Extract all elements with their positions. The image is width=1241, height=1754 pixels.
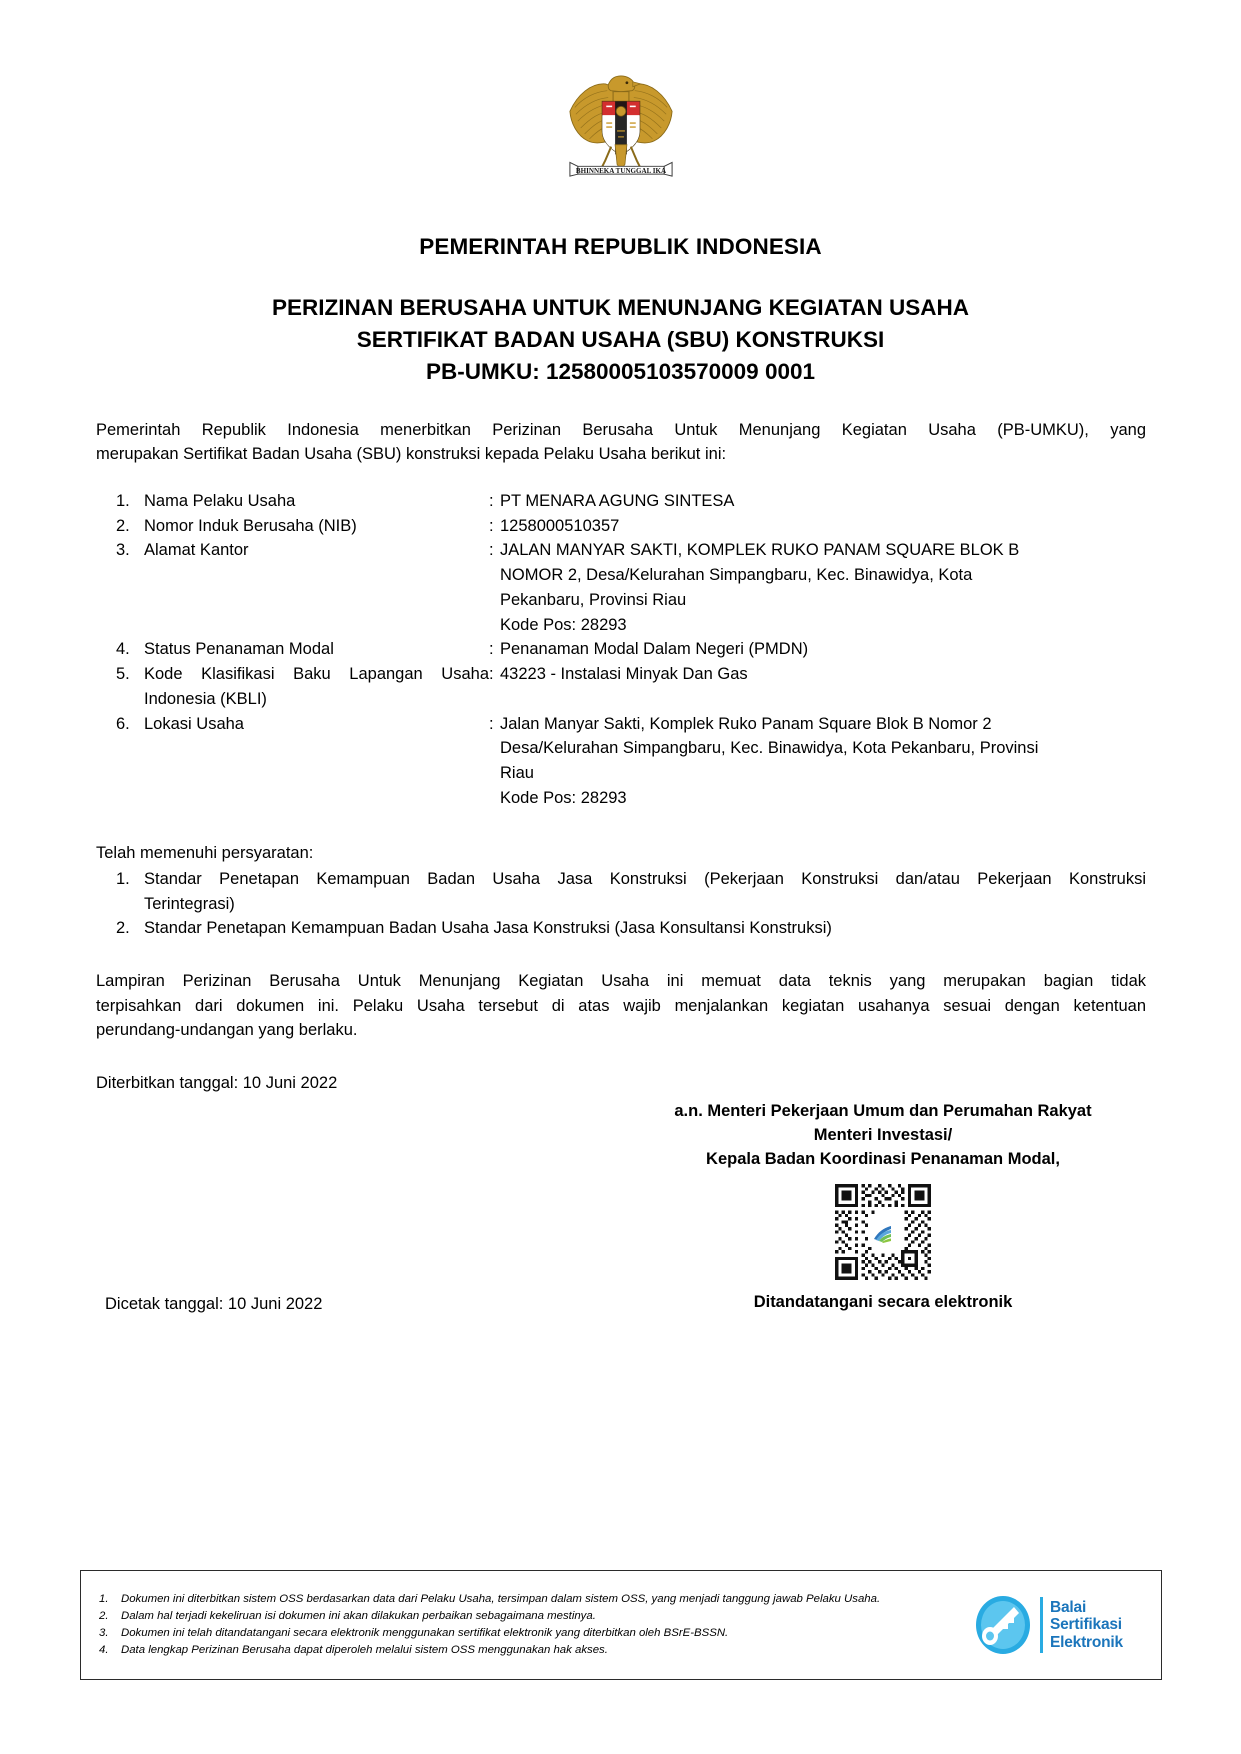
detail-row-alamat-kantor xyxy=(116,538,1146,637)
detail-row-kbli xyxy=(116,662,1146,712)
requirement-line-1: Standar Penetapan Kemampuan Badan Usaha Jasa Konstruksi (Pekerjaan Konstruksi dan/atau Pekerjaan Konstruksi xyxy=(144,869,1146,888)
electronic-signature-note: Ditandatangani secara elektronik xyxy=(753,1292,1013,1311)
detail-label-line-2: Indonesia (KBLI) xyxy=(144,689,267,708)
detail-label: Nama Pelaku Usaha xyxy=(144,491,296,510)
logo-divider xyxy=(1040,1597,1043,1653)
detail-value-line: PT MENARA AGUNG SINTESA xyxy=(500,491,735,510)
footer-note xyxy=(95,1591,959,1608)
detail-number: 5. xyxy=(116,665,130,684)
requirement-number: 1. xyxy=(116,869,130,888)
requirement-text xyxy=(144,867,1146,917)
pb-umku-number: PB-UMKU: 12580005103570009 0001 xyxy=(425,359,815,385)
detail-value-line: 43223 - Instalasi Minyak Dan Gas xyxy=(500,665,748,684)
footer-note xyxy=(95,1608,959,1625)
wave-logo-icon xyxy=(870,1219,896,1245)
colon-separator: : xyxy=(489,640,494,659)
intro-line-1: Pemerintah Republik Indonesia menerbitkan Perizinan Berusaha Untuk Menunjang Kegiatan Usaha (PB-UMKU), yang xyxy=(96,421,1146,439)
detail-value-postal-code: Kode Pos: 28293 xyxy=(500,615,627,634)
garuda-pancasila-emblem xyxy=(562,72,680,184)
footer-note-text: Data lengkap Perizinan Berusaha dapat diperoleh melalui sistem OSS menggunakan hak akses. xyxy=(121,1643,608,1656)
bsre-logo-line-2: Sertifikasi xyxy=(1050,1616,1122,1634)
detail-value xyxy=(489,489,1146,514)
requirements-intro: Telah memenuhi persyaratan: xyxy=(96,843,314,862)
detail-label xyxy=(144,662,489,712)
detail-label: Status Penanaman Modal xyxy=(144,640,334,659)
footer-note-text: Dokumen ini diterbitkan sistem OSS berdasarkan data dari Pelaku Usaha, tersimpan dalam sistem OSS, yang menjadi tanggung jawab Pelaku Usaha. xyxy=(121,1593,881,1606)
title-block xyxy=(0,232,1241,388)
closing-line-3: perundang-undangan yang berlaku. xyxy=(96,1021,358,1040)
bsre-qr-logo-icon xyxy=(868,1217,898,1247)
bsre-logo-line-3: Elektronik xyxy=(1050,1633,1123,1651)
detail-value xyxy=(489,514,1146,539)
detail-row-status-penanaman-modal xyxy=(116,637,1146,662)
detail-value-line: Pekanbaru, Provinsi Riau xyxy=(500,590,687,609)
footer-note-number: 1. xyxy=(99,1593,109,1606)
printed-date: Dicetak tanggal: 10 Juni 2022 xyxy=(105,1295,323,1313)
detail-value-line: NOMOR 2, Desa/Kelurahan Simpangbaru, Kec. Binawidya, Kota xyxy=(500,566,973,585)
detail-value-line: JALAN MANYAR SAKTI, KOMPLEK RUKO PANAM SQUARE BLOK B xyxy=(500,541,1020,560)
title-line-2: SERTIFIKAT BADAN USAHA (SBU) KONSTRUKSI xyxy=(356,327,885,353)
footer-note xyxy=(95,1625,959,1642)
colon-separator: : xyxy=(489,516,494,535)
detail-label: Lokasi Usaha xyxy=(144,714,244,733)
detail-list xyxy=(116,489,1146,811)
requirement-item xyxy=(116,916,1146,941)
footer-note-text: Dokumen ini telah ditandatangani secara elektronik menggunakan sertifikat elektronik yang diterbitkan oleh BSrE-BSSN. xyxy=(121,1627,729,1639)
requirement-line-1: Standar Penetapan Kemampuan Badan Usaha Jasa Konstruksi (Jasa Konsultansi Konstruksi) xyxy=(144,919,832,938)
detail-value xyxy=(489,712,1146,811)
footer-notes-list xyxy=(95,1591,969,1658)
bsre-logo xyxy=(969,1594,1151,1656)
svg-text:BHINNEKA TUNGGAL IKA: BHINNEKA TUNGGAL IKA xyxy=(575,166,666,175)
detail-label-line-1: Kode Klasifikasi Baku Lapangan Usaha xyxy=(144,665,489,684)
requirement-text xyxy=(144,916,1146,941)
footer-note-number: 4. xyxy=(99,1643,109,1656)
requirement-number: 2. xyxy=(116,919,130,938)
bsre-logo-line-1: Balai xyxy=(1050,1598,1087,1616)
intro-paragraph xyxy=(96,418,1146,467)
detail-number: 2. xyxy=(116,516,130,535)
qr-code[interactable] xyxy=(835,1184,931,1280)
qr-code-container xyxy=(620,1184,1146,1280)
footer-note-number: 2. xyxy=(99,1610,109,1623)
detail-row-nib xyxy=(116,514,1146,539)
document-body xyxy=(96,418,1146,1093)
country-title: PEMERINTAH REPUBLIK INDONESIA xyxy=(419,234,822,259)
title-line-1: PERIZINAN BERUSAHA UNTUK MENUNJANG KEGIATAN USAHA xyxy=(271,295,970,321)
closing-line-2: terpisahkan dari dokumen ini. Pelaku Usaha tersebut di atas wajib menjalankan kegiatan usahanya sesuai dengan ketentuan xyxy=(96,996,1146,1015)
signature-line-2: Menteri Investasi/ xyxy=(813,1125,953,1144)
footer-note-text: Dalam hal terjadi kekeliruan isi dokumen ini akan dilakukan perbaikan sebagaimana mestinya. xyxy=(121,1610,596,1623)
signature-block xyxy=(620,1100,1146,1312)
detail-row-nama-pelaku-usaha xyxy=(116,489,1146,514)
signature-line-1: a.n. Menteri Pekerjaan Umum dan Perumahan Rakyat xyxy=(674,1102,1092,1120)
closing-paragraph xyxy=(96,969,1146,1042)
intro-line-2: merupakan Sertifikat Badan Usaha (SBU) konstruksi kepada Pelaku Usaha berikut ini: xyxy=(96,445,727,464)
detail-value xyxy=(489,538,1146,637)
detail-value xyxy=(489,637,1146,662)
requirements-list xyxy=(116,867,1146,941)
footer-disclaimer-box xyxy=(80,1570,1162,1680)
colon-separator: : xyxy=(489,665,494,684)
requirement-line-2: Terintegrasi) xyxy=(144,894,235,913)
signature-line-3: Kepala Badan Koordinasi Penanaman Modal, xyxy=(706,1149,1060,1168)
detail-value-line: Riau xyxy=(500,764,534,783)
bsre-key-icon xyxy=(973,1594,1033,1656)
detail-value-line: Desa/Kelurahan Simpangbaru, Kec. Binawidya, Kota Pekanbaru, Provinsi xyxy=(500,739,1039,758)
detail-value-line: Jalan Manyar Sakti, Komplek Ruko Panam Square Blok B Nomor 2 xyxy=(500,714,992,733)
detail-value-postal-code: Kode Pos: 28293 xyxy=(500,788,627,807)
emblem-container xyxy=(0,72,1241,189)
bsre-logo-text xyxy=(1050,1599,1123,1652)
issued-date: Diterbitkan tanggal: 10 Juni 2022 xyxy=(96,1074,338,1093)
detail-number: 6. xyxy=(116,714,130,733)
colon-separator: : xyxy=(489,714,494,733)
detail-label: Alamat Kantor xyxy=(144,541,249,560)
requirement-item xyxy=(116,867,1146,917)
detail-value xyxy=(489,662,1146,687)
detail-number: 1. xyxy=(116,491,130,510)
closing-line-1: Lampiran Perizinan Berusaha Untuk Menunjang Kegiatan Usaha ini memuat data teknis yang merupakan bagian tidak xyxy=(96,972,1146,991)
detail-value-line: 1258000510357 xyxy=(500,516,620,535)
detail-value-line: Penanaman Modal Dalam Negeri (PMDN) xyxy=(500,640,809,659)
detail-number: 3. xyxy=(116,541,130,560)
footer-note xyxy=(95,1642,959,1659)
colon-separator: : xyxy=(489,491,494,510)
footer-note-number: 3. xyxy=(99,1627,109,1639)
colon-separator: : xyxy=(489,541,494,560)
detail-row-lokasi-usaha xyxy=(116,712,1146,811)
detail-number: 4. xyxy=(116,640,130,659)
detail-label: Nomor Induk Berusaha (NIB) xyxy=(144,516,357,535)
document-title xyxy=(0,292,1241,388)
